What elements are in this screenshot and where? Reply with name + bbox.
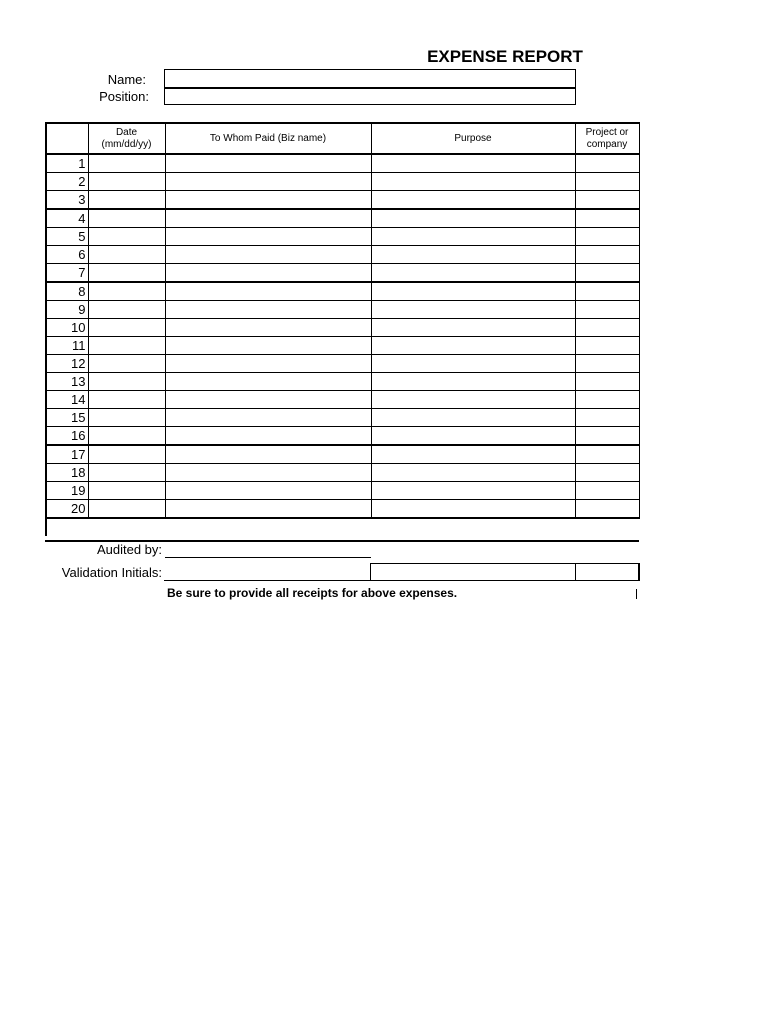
table-row xyxy=(46,209,639,228)
row-number: 5 xyxy=(46,228,88,246)
paid-to-column-header: To Whom Paid (Biz name) xyxy=(165,123,371,154)
date-cell[interactable] xyxy=(88,191,165,210)
date-column-header: Date (mm/dd/yy) xyxy=(88,123,165,154)
purpose-cell[interactable] xyxy=(371,427,575,446)
row-number: 15 xyxy=(46,409,88,427)
project-cell[interactable] xyxy=(575,445,639,464)
table-row xyxy=(46,409,639,427)
row-number: 18 xyxy=(46,464,88,482)
table-row xyxy=(46,191,639,210)
project-cell[interactable] xyxy=(575,154,639,173)
paid-to-cell[interactable] xyxy=(165,482,371,500)
table-row xyxy=(46,154,639,173)
paid-to-cell[interactable] xyxy=(165,209,371,228)
paid-to-cell[interactable] xyxy=(165,319,371,337)
project-cell[interactable] xyxy=(575,464,639,482)
table-row xyxy=(46,246,639,264)
table-row xyxy=(46,355,639,373)
project-cell[interactable] xyxy=(575,482,639,500)
row-number: 4 xyxy=(46,209,88,228)
date-cell[interactable] xyxy=(88,482,165,500)
project-column-header: Project or company xyxy=(575,123,639,154)
table-spacer-row xyxy=(46,518,639,536)
purpose-cell[interactable] xyxy=(371,173,575,191)
project-cell[interactable] xyxy=(575,427,639,446)
row-number: 8 xyxy=(46,282,88,301)
purpose-cell[interactable] xyxy=(371,154,575,173)
validation-box-project[interactable] xyxy=(575,563,640,581)
row-number: 17 xyxy=(46,445,88,464)
purpose-cell[interactable] xyxy=(371,319,575,337)
date-cell[interactable] xyxy=(88,391,165,409)
date-cell[interactable] xyxy=(88,319,165,337)
project-cell[interactable] xyxy=(575,264,639,283)
row-number: 12 xyxy=(46,355,88,373)
receipts-note: Be sure to provide all receipts for above expenses. xyxy=(167,586,458,600)
date-cell[interactable] xyxy=(88,282,165,301)
report-title: EXPENSE REPORT xyxy=(427,47,583,66)
date-cell[interactable] xyxy=(88,246,165,264)
paid-to-cell[interactable] xyxy=(165,191,371,210)
project-cell[interactable] xyxy=(575,173,639,191)
paid-to-cell[interactable] xyxy=(165,464,371,482)
paid-to-cell[interactable] xyxy=(165,264,371,283)
date-cell[interactable] xyxy=(88,228,165,246)
row-number: 6 xyxy=(46,246,88,264)
table-row xyxy=(46,228,639,246)
paid-to-cell[interactable] xyxy=(165,355,371,373)
table-row xyxy=(46,445,639,464)
validation-box-purpose[interactable] xyxy=(370,563,576,581)
date-cell[interactable] xyxy=(88,500,165,519)
validation-initials-label: Validation Initials: xyxy=(61,565,162,580)
name-label: Name: xyxy=(107,72,146,87)
project-cell[interactable] xyxy=(575,391,639,409)
table-row xyxy=(46,319,639,337)
project-cell[interactable] xyxy=(575,191,639,210)
paid-to-cell[interactable] xyxy=(165,373,371,391)
row-number: 19 xyxy=(46,482,88,500)
project-cell[interactable] xyxy=(575,301,639,319)
paid-to-cell[interactable] xyxy=(165,228,371,246)
paid-to-cell[interactable] xyxy=(165,500,371,519)
date-cell[interactable] xyxy=(88,355,165,373)
audited-by-label: Audited by: xyxy=(96,542,162,557)
table-row xyxy=(46,427,639,446)
audited-by-line[interactable] xyxy=(165,557,371,558)
project-cell[interactable] xyxy=(575,500,639,519)
date-cell[interactable] xyxy=(88,445,165,464)
row-number: 14 xyxy=(46,391,88,409)
table-header-row xyxy=(46,123,639,154)
table-row xyxy=(46,482,639,500)
expense-table xyxy=(45,122,640,536)
paid-to-cell[interactable] xyxy=(165,246,371,264)
date-cell[interactable] xyxy=(88,337,165,355)
date-cell[interactable] xyxy=(88,427,165,446)
row-number: 13 xyxy=(46,373,88,391)
table-row xyxy=(46,173,639,191)
purpose-cell[interactable] xyxy=(371,282,575,301)
paid-to-cell[interactable] xyxy=(165,337,371,355)
table-row xyxy=(46,464,639,482)
date-cell[interactable] xyxy=(88,409,165,427)
row-number: 11 xyxy=(46,337,88,355)
purpose-cell[interactable] xyxy=(371,482,575,500)
purpose-cell[interactable] xyxy=(371,246,575,264)
page-edge-mark xyxy=(636,589,637,599)
row-number: 10 xyxy=(46,319,88,337)
table-row xyxy=(46,391,639,409)
paid-to-cell[interactable] xyxy=(165,301,371,319)
table-row xyxy=(46,301,639,319)
project-cell[interactable] xyxy=(575,246,639,264)
project-cell[interactable] xyxy=(575,337,639,355)
row-number: 9 xyxy=(46,301,88,319)
row-number: 1 xyxy=(46,154,88,173)
date-cell[interactable] xyxy=(88,301,165,319)
purpose-cell[interactable] xyxy=(371,228,575,246)
row-number: 2 xyxy=(46,173,88,191)
purpose-cell[interactable] xyxy=(371,464,575,482)
paid-to-cell[interactable] xyxy=(165,173,371,191)
paid-to-cell[interactable] xyxy=(165,391,371,409)
purpose-cell[interactable] xyxy=(371,409,575,427)
row-number: 7 xyxy=(46,264,88,283)
spacer-cell xyxy=(46,518,639,536)
project-cell[interactable] xyxy=(575,209,639,228)
purpose-cell[interactable] xyxy=(371,209,575,228)
paid-to-cell[interactable] xyxy=(165,154,371,173)
purpose-cell[interactable] xyxy=(371,355,575,373)
date-cell[interactable] xyxy=(88,264,165,283)
table-row xyxy=(46,282,639,301)
purpose-cell[interactable] xyxy=(371,264,575,283)
name-field[interactable] xyxy=(164,69,576,88)
purpose-column-header: Purpose xyxy=(371,123,575,154)
purpose-cell[interactable] xyxy=(371,445,575,464)
date-cell[interactable] xyxy=(88,173,165,191)
row-number: 16 xyxy=(46,427,88,446)
purpose-cell[interactable] xyxy=(371,301,575,319)
row-number-header xyxy=(46,123,88,154)
date-cell[interactable] xyxy=(88,154,165,173)
project-cell[interactable] xyxy=(575,319,639,337)
table-row xyxy=(46,373,639,391)
purpose-cell[interactable] xyxy=(371,500,575,519)
purpose-cell[interactable] xyxy=(371,337,575,355)
purpose-cell[interactable] xyxy=(371,191,575,210)
row-number: 20 xyxy=(46,500,88,519)
table-row xyxy=(46,337,639,355)
project-cell[interactable] xyxy=(575,355,639,373)
row-number: 3 xyxy=(46,191,88,210)
paid-to-cell[interactable] xyxy=(165,282,371,301)
paid-to-cell[interactable] xyxy=(165,427,371,446)
table-row xyxy=(46,264,639,283)
table-row xyxy=(46,500,639,519)
date-cell[interactable] xyxy=(88,209,165,228)
position-field[interactable] xyxy=(164,88,576,105)
project-cell[interactable] xyxy=(575,409,639,427)
project-cell[interactable] xyxy=(575,373,639,391)
paid-to-cell[interactable] xyxy=(165,409,371,427)
project-cell[interactable] xyxy=(575,282,639,301)
purpose-cell[interactable] xyxy=(371,373,575,391)
position-label: Position: xyxy=(99,89,149,104)
date-cell[interactable] xyxy=(88,373,165,391)
purpose-cell[interactable] xyxy=(371,391,575,409)
paid-to-cell[interactable] xyxy=(165,445,371,464)
project-cell[interactable] xyxy=(575,228,639,246)
date-cell[interactable] xyxy=(88,464,165,482)
